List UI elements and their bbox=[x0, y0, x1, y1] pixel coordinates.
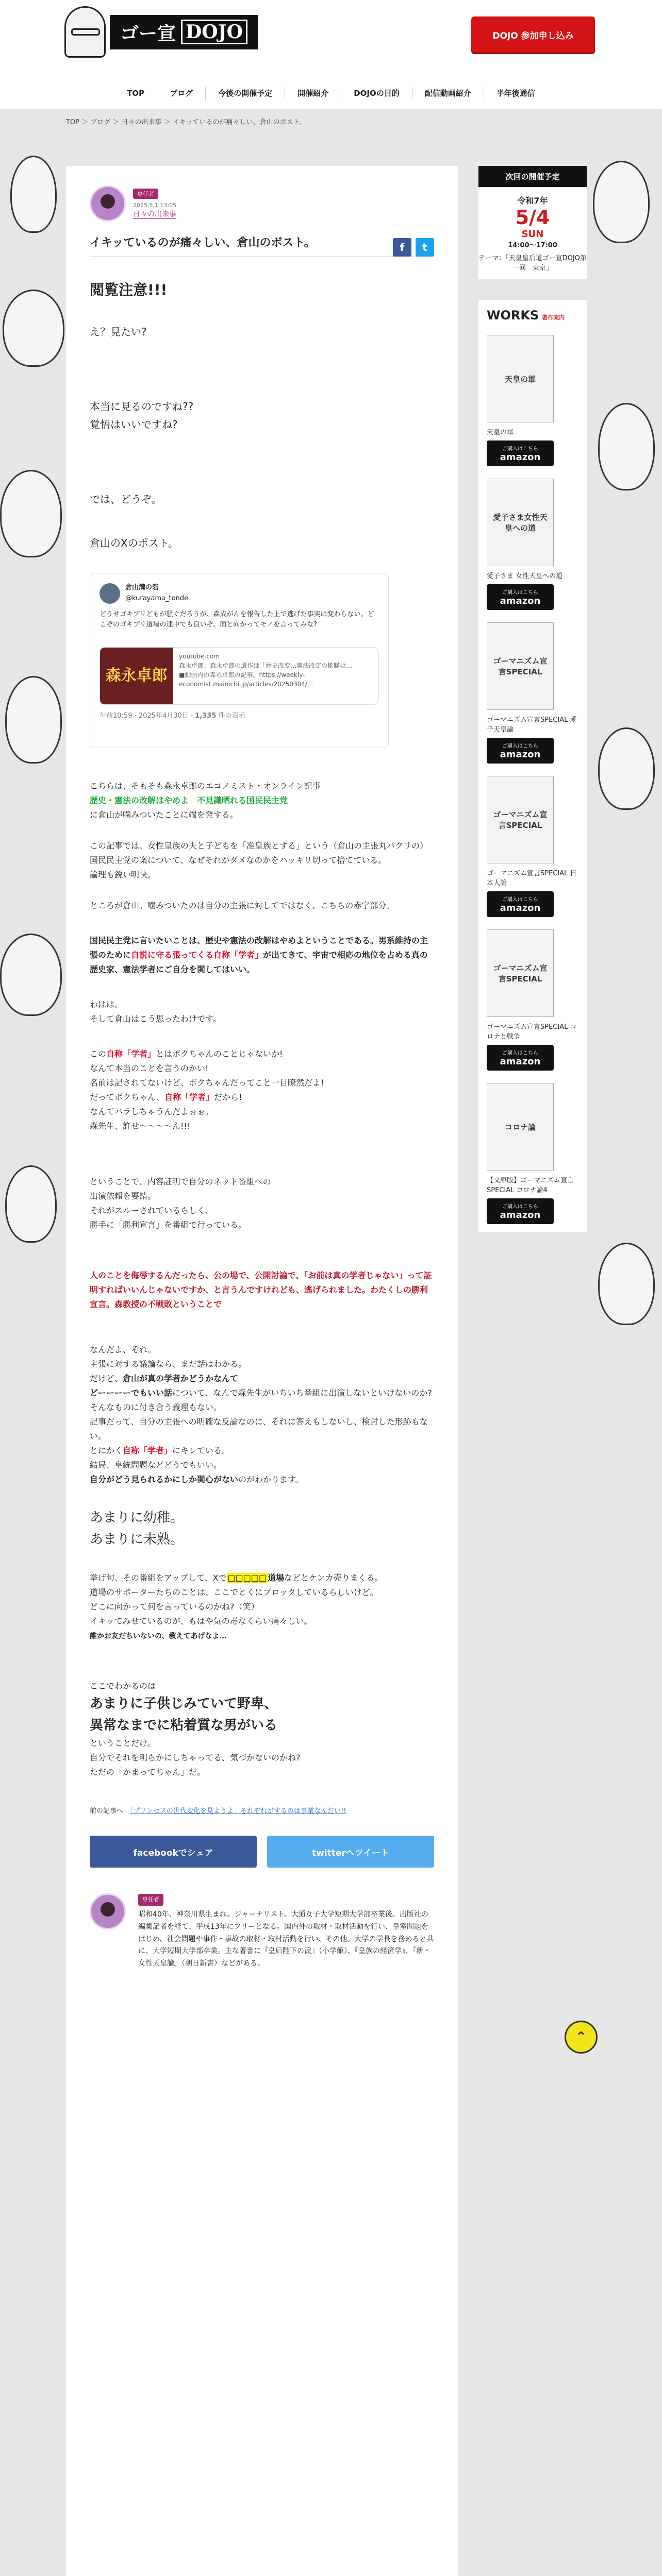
caricature-decoration bbox=[5, 1165, 57, 1243]
content-stage bbox=[0, 109, 662, 2576]
embed-header bbox=[100, 583, 379, 604]
paragraph: では、どうぞ。 bbox=[90, 493, 162, 505]
paragraph: わはは。 そして倉山はこう思ったわけです。 bbox=[90, 999, 221, 1024]
book-item bbox=[487, 929, 578, 1071]
author-avatar bbox=[90, 1893, 126, 1929]
caricature-decoration bbox=[598, 1243, 655, 1325]
caricature-decoration bbox=[10, 156, 57, 233]
event-theme: テーマ：「天皇皇后道ゴー宣DOJO第一回 東京」 bbox=[478, 255, 587, 272]
caricature-decoration bbox=[0, 470, 62, 557]
nav-videos[interactable]: 配信動画紹介 bbox=[412, 87, 484, 100]
nav-top[interactable]: TOP bbox=[127, 88, 145, 98]
author-tag: 専任者 bbox=[138, 1894, 163, 1906]
paragraph: ここでわかるのは あまりに子供じみていて野卑、 異常なまでに粘着質な男がいる ということだけ。 自分でそれを明らかにしちゃってる、気づかないのかね? ただの「かまってちゃん」だ。 bbox=[90, 1681, 301, 1777]
scroll-top-button[interactable] bbox=[565, 2021, 598, 2054]
event-era: 令和7年 bbox=[517, 196, 548, 206]
paragraph: ところが倉山。噛みついたのは自分の主張に対してではなく、こちらの赤字部分。 bbox=[90, 900, 395, 910]
prev-article: 前の記事へ 「プリンセスの世代変化を見ようよ」それぞれがするのは事業なんだい!! bbox=[90, 1807, 346, 1816]
author-info bbox=[138, 1893, 434, 1970]
share-buttons bbox=[90, 1836, 434, 1868]
book-title: ゴーマニズム宣言SPECIAL 日本人論 bbox=[487, 870, 577, 887]
prev-article-link[interactable]: 「プリンセスの世代変化を見ようよ」それぞれがするのは事業なんだい!! bbox=[130, 1807, 346, 1816]
twitter-share-button[interactable]: twitterへツイート bbox=[267, 1836, 434, 1868]
next-event-card[interactable] bbox=[478, 187, 587, 279]
share-icons bbox=[393, 238, 434, 257]
paragraph: え？見たい? bbox=[90, 326, 147, 338]
dojo-signup-button[interactable]: DOJO 参加申し込み bbox=[471, 16, 595, 53]
embed-link-card[interactable] bbox=[100, 647, 379, 705]
nav-purpose[interactable]: DOJOの目的 bbox=[341, 87, 412, 100]
book-item bbox=[487, 479, 578, 610]
book-cover[interactable]: 愛子さま女性天皇への道 bbox=[487, 479, 554, 566]
works-section bbox=[478, 300, 587, 1232]
sidebar bbox=[478, 166, 587, 1232]
caricature-decoration bbox=[5, 676, 62, 764]
book-cover[interactable]: コロナ論 bbox=[487, 1083, 554, 1171]
author-avatar bbox=[90, 185, 126, 222]
author-box bbox=[90, 1893, 434, 1970]
quote: 国民民主党に言いたいことは、歴史や憲法の改解はやめよということである。男系維持の主張のために自説に守る張ってくる自称「学者」が出てきて、宇宙で相応の地位を占める真の歴史家、憲法学者にご自分を関してはいい。 bbox=[90, 935, 428, 974]
paragraph: こちらは、そもそも森永卓郎のエコノミスト・オンライン記事 歴史・憲法の改解はやめよ 不見識晒れる国民民主党 に倉山が噛みついたことに端を発する。 bbox=[90, 781, 321, 820]
article-body bbox=[90, 277, 434, 1780]
book-title: 天皇の軍 bbox=[487, 429, 514, 436]
embedded-post[interactable] bbox=[90, 573, 389, 748]
twitter-icon[interactable]: t bbox=[416, 238, 434, 257]
works-heading: WORKS 著作案内 bbox=[487, 308, 565, 323]
book-cover[interactable]: ゴーマニズム宣言SPECIAL bbox=[487, 929, 554, 1017]
author-bio: 昭和40年、神奈川県生まれ。ジャーナリスト。大通女子大学短期大学部卒業後。出版社の編集記者を経て、平成13年にフリーとなる。国内外の取材・取材活動を行い、皇室問題をはじめ、社会問題や事件・事故の取材・取材活動を行い、その他。大学の学長を務めると共に、大学短期大学部卒業。主な著書に『皇后陛下の涙』（小学館）、『皇族の経済学』、『新・女性天皇論』（朝日新書）などがある。 bbox=[138, 1910, 434, 1968]
paragraph: 挙げ句、その番組をアップして、Xで □□□□□ 道場などとケンカ売りまくる。 道場のサポーターたちのことは、ここでとくにブロックしているらしいけど。 どこに向かって何を言っているのかね?（笑） イキッてみせているのが、もはや気の毒なくらい痛々しい。 誰かお友だちいないの、教えてあげなよ… bbox=[90, 1573, 383, 1641]
book-title: ゴーマニズム宣言SPECIAL 愛子天皇論 bbox=[487, 716, 577, 734]
amazon-button[interactable]: ご購入はこちら amazon bbox=[487, 1198, 554, 1224]
paragraph: この記事では、女性皇族の夫と子どもを「准皇族とする」という（倉山の主張丸パクリの）国民民主党の案について、なぜそれがダメなのかをハッキリ切って捨てている。 論理も鋭い明快。 bbox=[90, 840, 428, 879]
site-header bbox=[0, 0, 662, 77]
article-title: イキッているのが痛々しい、倉山のボスト。 bbox=[90, 234, 434, 257]
paragraph: あまりに幼稚。 あまりに未熟。 bbox=[90, 1510, 184, 1547]
paragraph: 本当に見るのですね?? 覚悟はいいですね? bbox=[90, 400, 194, 431]
article bbox=[66, 166, 458, 2576]
book-item bbox=[487, 335, 578, 466]
breadcrumb[interactable]: TOP ＞ ブログ ＞ 日々の出来事 ＞ イキッているのが痛々しい、倉山のボスト。 bbox=[66, 118, 306, 126]
amazon-button[interactable]: ご購入はこちら amazon bbox=[487, 584, 554, 610]
main-nav bbox=[0, 77, 662, 109]
article-meta bbox=[90, 185, 434, 222]
event-time: 14:00〜17:00 bbox=[508, 242, 557, 249]
embed-text: どうせゴキブリどもが騒ぐだろうが、森成がんを報告した上で逃げた事実は変わらない。どこぞのゴキブリ道場の連中でも良いぞ。面と向かってモノを言ってみな? bbox=[100, 610, 374, 629]
embed-avatar bbox=[100, 583, 120, 604]
site-logo[interactable] bbox=[64, 6, 258, 58]
book-item bbox=[487, 776, 578, 917]
caricature-decoration bbox=[3, 290, 64, 367]
caricature-logo bbox=[64, 6, 106, 58]
book-cover[interactable]: ゴーマニズム宣言SPECIAL bbox=[487, 622, 554, 710]
book-title: 【文庫版】ゴーマニズム宣言SPECIAL コロナ論4 bbox=[487, 1177, 574, 1194]
caricature-decoration bbox=[0, 934, 62, 1016]
author-tag: 専任者 bbox=[133, 189, 158, 199]
quote: 人のことを侮辱するんだったら、公の場で、公開討論で、「お前は真の学者じゃない」って証明すればいいんじゃないですか、と言うんですけれども、逃げられました。わたくしの勝利宣言。森教授の不戦敗ということで bbox=[90, 1270, 432, 1309]
caricature-decoration bbox=[598, 727, 655, 810]
caricature-decoration bbox=[593, 161, 650, 243]
card-text: youtube.com 森永卓郎：森永卓郎の遺作は「歴史改変…憲法改定の欺瞞は… ■動画内の森永卓郎の記事。https://weekly-economist.mainichi.jp/articles/20250304/... bbox=[179, 653, 353, 688]
event-date: 5/4 bbox=[515, 206, 550, 229]
book-title: ゴーマニズム宣言SPECIAL コロナと戦争 bbox=[487, 1023, 577, 1041]
book-title: 愛子さま 女性天皇への道 bbox=[487, 572, 563, 580]
next-event-heading: 次回の開催予定 bbox=[478, 166, 587, 187]
post-date: 2025.5.1 13:05 bbox=[133, 202, 177, 209]
card-thumbnail: 森永卓郎 bbox=[100, 648, 173, 704]
paragraph: この自称「学者」とはボクちゃんのことじゃないか! なんて本当のことを言うのかい! 名前は記されてないけど、ボクちゃんだってこと一目瞭然だよ! だってボクちゃん、自称「学者」だから! なんてバラしちゃうんだよぉぉ。 森先生、許せ〜〜〜〜ん!!! bbox=[90, 1048, 324, 1131]
category-link[interactable]: 日々の出来事 bbox=[133, 210, 176, 218]
book-cover[interactable]: ゴーマニズム宣言SPECIAL bbox=[487, 776, 554, 863]
amazon-button[interactable]: ご購入はこちら amazon bbox=[487, 891, 554, 917]
meta-block bbox=[133, 188, 176, 219]
paragraph: ということで、内容証明で自分のネット番組への 出演依頼を要請。 それがスルーされているらしく、 勝手に「勝利宣言」を番組で行っている。 bbox=[90, 1176, 271, 1230]
amazon-button[interactable]: ご購入はこちら amazon bbox=[487, 738, 554, 764]
nav-schedule[interactable]: 今後の開催予定 bbox=[205, 87, 285, 100]
caricature-decoration bbox=[598, 403, 655, 490]
nav-intro[interactable]: 開催紹介 bbox=[285, 87, 341, 100]
embed-time: 午前10:59 · 2025年4月30日 · 1,335 件の表示 bbox=[100, 712, 245, 720]
book-item bbox=[487, 622, 578, 764]
event-weekday: SUN bbox=[521, 229, 544, 240]
facebook-share-button[interactable]: facebookでシェア bbox=[90, 1836, 257, 1868]
facebook-icon[interactable]: f bbox=[393, 238, 411, 257]
amazon-button[interactable]: ご購入はこちら amazon bbox=[487, 440, 554, 466]
nav-newsletter[interactable]: 半年後通信 bbox=[484, 87, 548, 100]
warning-heading: 閲覧注意!!! bbox=[90, 281, 168, 298]
nav-blog[interactable]: ブログ bbox=[157, 87, 205, 100]
logo-wordmark: ゴー宣 DOJO bbox=[110, 15, 258, 49]
embed-user: 倉山満の砦 @kurayama_tonde bbox=[125, 584, 189, 602]
paragraph: なんだよ、それ。 主張に対する議論なら、まだ話はわかる。 だけど、倉山が真の学者かどうかなんて どーーーーでもいい話について、なんで森先生がいちいち番組に出演しないといけないのか? そんなものに付き合う義理もない。 記事だって、自分の主張への明確な反論なのに、それに答えもしないし、検討した形跡もない。 とにかく自称「学者」にキレている。 結局、皇統問題などどうでもいい。 自分がどう見られるかにしか関心がないのがわかります。 bbox=[90, 1344, 432, 1484]
book-cover[interactable]: 天皇の軍 bbox=[487, 335, 554, 422]
book-item bbox=[487, 1083, 578, 1224]
amazon-button[interactable]: ご購入はこちら amazon bbox=[487, 1045, 554, 1071]
chevron-up-icon: ⌃ bbox=[575, 2029, 587, 2045]
paragraph: 倉山のXのポスト。 bbox=[90, 537, 178, 549]
